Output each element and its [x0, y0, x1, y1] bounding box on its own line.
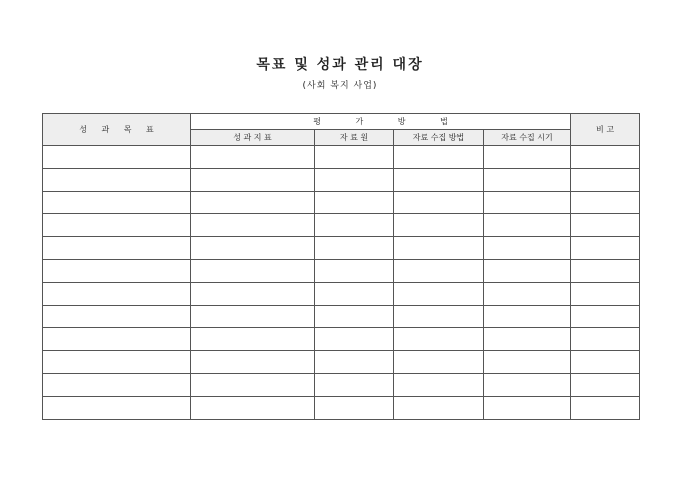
indicator-cell[interactable]: [191, 282, 315, 305]
remarks-cell[interactable]: [571, 396, 640, 419]
indicator-cell[interactable]: [191, 191, 315, 214]
method-cell[interactable]: [394, 328, 484, 351]
table-row: [43, 146, 640, 169]
remarks-cell[interactable]: [571, 214, 640, 237]
indicator-cell[interactable]: [191, 351, 315, 374]
goal-cell[interactable]: [43, 214, 191, 237]
header-remarks-label: 비 고: [596, 125, 615, 134]
source-cell[interactable]: [315, 328, 394, 351]
goal-cell[interactable]: [43, 259, 191, 282]
goal-cell[interactable]: [43, 237, 191, 260]
source-cell[interactable]: [315, 305, 394, 328]
method-cell[interactable]: [394, 282, 484, 305]
indicator-cell[interactable]: [191, 328, 315, 351]
indicator-cell[interactable]: [191, 373, 315, 396]
header-performance-indicator: 성 과 지 표: [191, 130, 315, 146]
method-cell[interactable]: [394, 214, 484, 237]
goal-cell[interactable]: [43, 373, 191, 396]
table-row: [43, 373, 640, 396]
goal-cell[interactable]: [43, 351, 191, 374]
table-row: [43, 396, 640, 419]
goal-cell[interactable]: [43, 305, 191, 328]
goal-cell[interactable]: [43, 328, 191, 351]
remarks-cell[interactable]: [571, 373, 640, 396]
source-cell[interactable]: [315, 237, 394, 260]
header-performance-goal: [43, 114, 191, 146]
source-cell[interactable]: [315, 259, 394, 282]
source-cell[interactable]: [315, 191, 394, 214]
method-cell[interactable]: [394, 146, 484, 169]
time-cell[interactable]: [484, 168, 571, 191]
time-cell[interactable]: [484, 328, 571, 351]
goal-cell[interactable]: [43, 282, 191, 305]
indicator-cell[interactable]: [191, 214, 315, 237]
table-row: [43, 168, 640, 191]
goal-cell[interactable]: [43, 168, 191, 191]
header-data-collection-time: 자료 수집 시기: [484, 130, 571, 146]
indicator-cell[interactable]: [191, 305, 315, 328]
time-cell[interactable]: [484, 214, 571, 237]
remarks-cell[interactable]: [571, 351, 640, 374]
method-cell[interactable]: [394, 396, 484, 419]
source-cell[interactable]: [315, 282, 394, 305]
table-row: [43, 214, 640, 237]
remarks-cell[interactable]: [571, 259, 640, 282]
source-cell[interactable]: [315, 214, 394, 237]
time-cell[interactable]: [484, 373, 571, 396]
method-cell[interactable]: [394, 168, 484, 191]
indicator-cell[interactable]: [191, 237, 315, 260]
remarks-cell[interactable]: [571, 305, 640, 328]
table-row: [43, 191, 640, 214]
source-cell[interactable]: [315, 373, 394, 396]
goal-cell[interactable]: [43, 146, 191, 169]
indicator-cell[interactable]: [191, 259, 315, 282]
table-row: [43, 305, 640, 328]
method-cell[interactable]: [394, 191, 484, 214]
source-cell[interactable]: [315, 351, 394, 374]
source-cell[interactable]: [315, 146, 394, 169]
remarks-cell[interactable]: [571, 328, 640, 351]
table-row: [43, 351, 640, 374]
source-cell[interactable]: [315, 168, 394, 191]
goal-cell[interactable]: [43, 396, 191, 419]
header-data-collection-method: 자료 수집 방법: [394, 130, 484, 146]
method-cell[interactable]: [394, 259, 484, 282]
table-row: [43, 328, 640, 351]
header-remarks: [571, 114, 640, 146]
time-cell[interactable]: [484, 146, 571, 169]
header-performance-goal-label: 성 과 목 표: [79, 125, 160, 134]
time-cell[interactable]: [484, 282, 571, 305]
performance-ledger-table: [42, 113, 640, 420]
table-row: [43, 237, 640, 260]
document-subtitle: (사회 복지 사업): [302, 81, 378, 91]
remarks-cell[interactable]: [571, 168, 640, 191]
header-row-top: [43, 114, 640, 130]
time-cell[interactable]: [484, 191, 571, 214]
time-cell[interactable]: [484, 351, 571, 374]
method-cell[interactable]: [394, 373, 484, 396]
remarks-cell[interactable]: [571, 237, 640, 260]
source-cell[interactable]: [315, 396, 394, 419]
table-row: [43, 282, 640, 305]
method-cell[interactable]: [394, 305, 484, 328]
remarks-cell[interactable]: [571, 146, 640, 169]
document-title: 목표 및 성과 관리 대장: [256, 57, 424, 73]
time-cell[interactable]: [484, 396, 571, 419]
remarks-cell[interactable]: [571, 191, 640, 214]
header-evaluation-method: [191, 114, 571, 130]
ledger-body: [43, 146, 640, 420]
method-cell[interactable]: [394, 351, 484, 374]
indicator-cell[interactable]: [191, 146, 315, 169]
time-cell[interactable]: [484, 237, 571, 260]
time-cell[interactable]: [484, 305, 571, 328]
time-cell[interactable]: [484, 259, 571, 282]
table-row: [43, 259, 640, 282]
header-data-source: 자 료 원: [315, 130, 394, 146]
remarks-cell[interactable]: [571, 282, 640, 305]
header-evaluation-method-label: 평 가 방 법: [313, 117, 464, 126]
indicator-cell[interactable]: [191, 396, 315, 419]
goal-cell[interactable]: [43, 191, 191, 214]
method-cell[interactable]: [394, 237, 484, 260]
indicator-cell[interactable]: [191, 168, 315, 191]
